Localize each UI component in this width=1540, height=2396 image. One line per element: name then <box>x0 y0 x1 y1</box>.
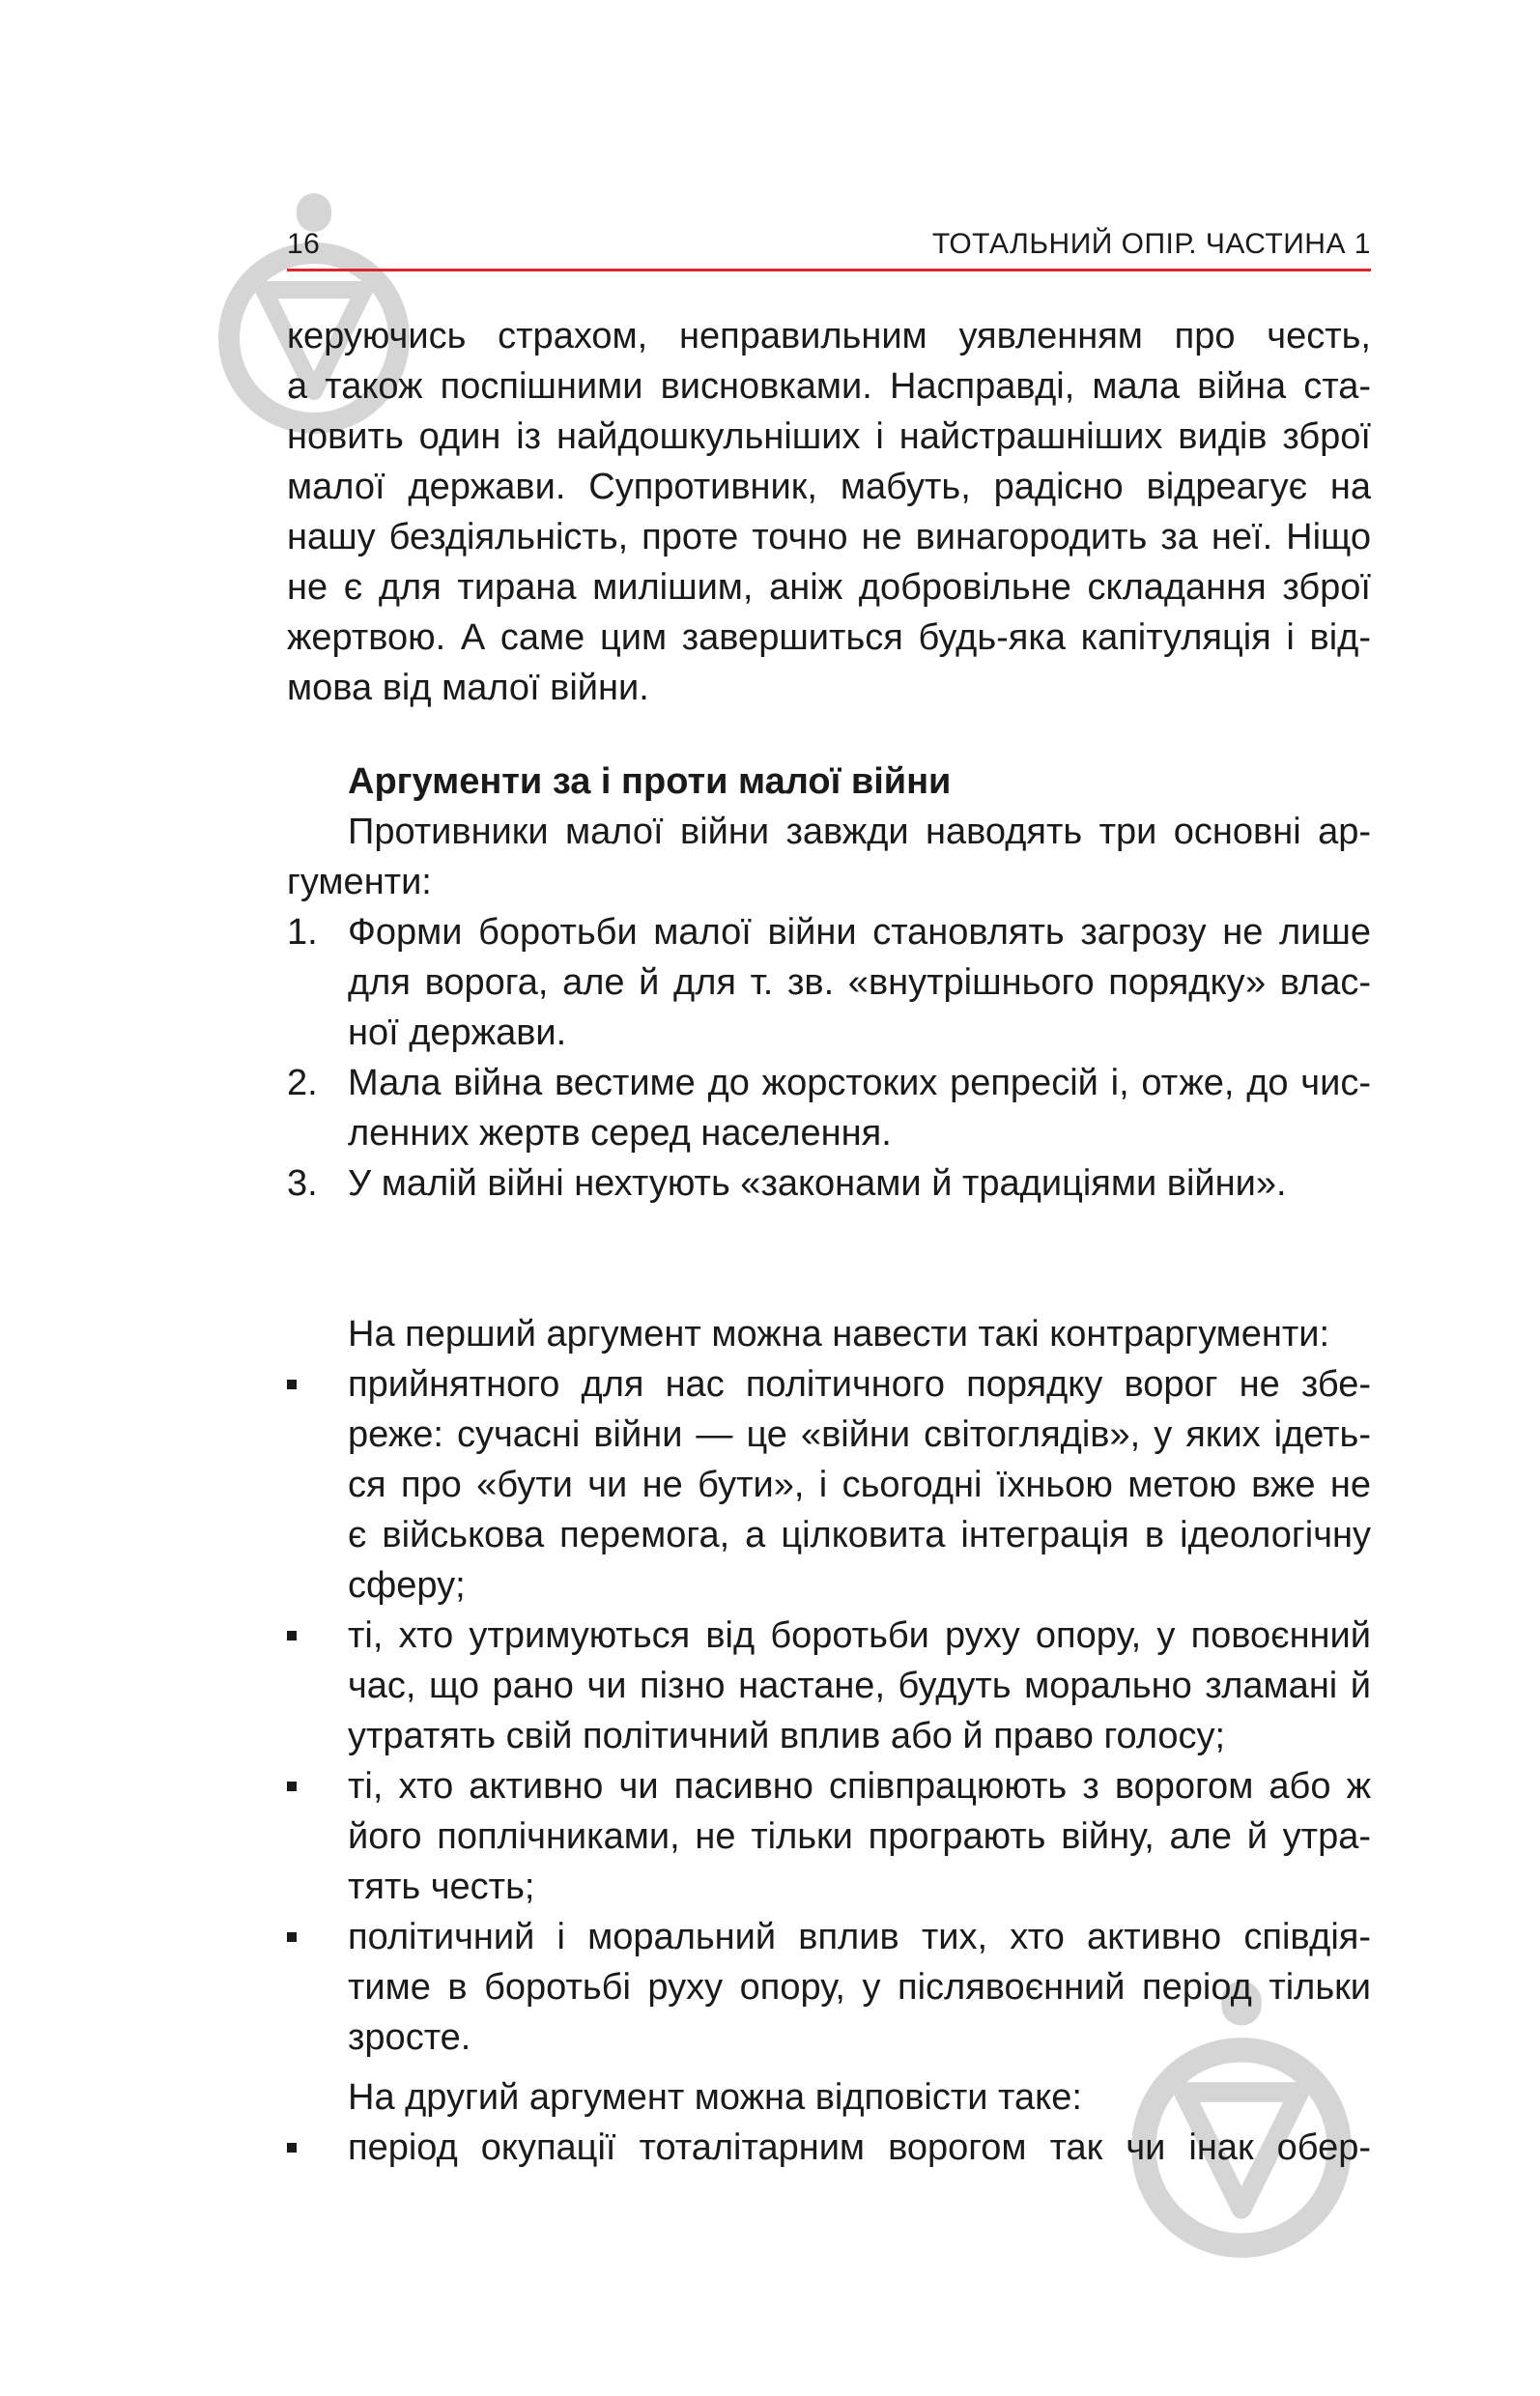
bullet-list-item <box>287 1359 1371 1611</box>
square-bullet-icon <box>287 1782 297 1791</box>
text-line: зросте. <box>348 2017 471 2058</box>
numbered-list-item <box>287 1158 1371 1209</box>
square-bullet-icon <box>287 1631 297 1640</box>
text-line: ся про «бути чи не бути», і сьогодні їхньою метою вже не <box>348 1465 1371 1505</box>
text-line: У малій війні нехтують «законами й традиціями війни». <box>348 1163 1287 1204</box>
text-line: не є для тирана милішим, аніж добровільне складання зброї <box>287 567 1371 608</box>
square-bullet-icon <box>287 1932 297 1942</box>
header-rule <box>287 269 1371 271</box>
text-line: ті, хто активно чи пасивно співпрацюють з ворогом або ж <box>348 1766 1371 1807</box>
text-line: для ворога, але й для т. зв. «внутрішнього порядку» влас- <box>348 962 1371 1003</box>
text-line: жертвою. А саме цим завершиться будь-яка капітуляція і від- <box>287 617 1371 658</box>
square-bullet-icon <box>287 1380 297 1389</box>
numbered-list-item <box>287 907 1371 1058</box>
arg2-intro: На другий аргумент можна відповісти таке: <box>348 2077 1082 2118</box>
text-line: мова від малої війни. <box>287 668 649 708</box>
text-line: період окупації тоталітарним ворогом так чи інак обер- <box>348 2127 1371 2168</box>
section-heading: Аргументи за і проти малої війни <box>348 761 952 802</box>
running-header <box>287 228 1371 267</box>
page-number: 16 <box>287 228 321 260</box>
text-line: ленних жертв серед населення. <box>348 1113 892 1154</box>
text-line: прийнятного для нас політичного порядку ворог не збе- <box>348 1364 1371 1405</box>
square-bullet-icon <box>287 2143 297 2153</box>
list-number: 2. <box>287 1063 318 1103</box>
text-line: його поплічниками, не тільки програють війну, але й утра- <box>348 1816 1371 1857</box>
text-line: Мала війна вестиме до жорстоких репресій і, отже, до чис- <box>348 1063 1371 1103</box>
numbered-list <box>287 907 1371 1209</box>
text-line: ті, хто утримуються від боротьби руху опору, у повоєнний <box>348 1615 1371 1656</box>
intro-paragraph <box>287 807 1371 907</box>
text-line: гументи: <box>287 862 432 902</box>
text-line: нашу бездіяльність, проте точно не винагородить за неї. Ніщо <box>287 517 1371 557</box>
text-line: політичний і моральний вплив тих, хто активно співдія- <box>348 1917 1371 1957</box>
numbered-list-item <box>287 1058 1371 1158</box>
text-line: реже: сучасні війни — це «війни світоглядів», у яких ідеть- <box>348 1414 1371 1455</box>
paragraph-continuation <box>287 311 1371 713</box>
text-line: утратять свій політичний вплив або й право голосу; <box>348 1716 1226 1756</box>
text-line: тять честь; <box>348 1867 535 1907</box>
text-line: ної держави. <box>348 1013 567 1053</box>
bullet-list-item <box>287 1611 1371 1761</box>
text-line: тиме в боротьбі руху опору, у післявоєнний період тільки <box>348 1967 1371 2008</box>
bullet-list-arg1 <box>287 1359 1371 2063</box>
bullet-list-arg2 <box>287 2123 1371 2173</box>
text-line: а також поспішними висновками. Насправді, мала війна ста- <box>287 366 1371 407</box>
bullet-list-item <box>287 1912 1371 2063</box>
text-line: малої держави. Супротивник, мабуть, радісно відреагує на <box>287 467 1371 507</box>
text-line: новить один із найдошкульніших і найстрашніших видів зброї <box>287 416 1371 457</box>
arg1-intro: На перший аргумент можна навести такі контраргументи: <box>348 1314 1330 1355</box>
text-line: керуючись страхом, неправильним уявленням про честь, <box>287 316 1371 357</box>
text-line: час, що рано чи пізно настане, будуть морально зламані й <box>348 1666 1371 1706</box>
list-number: 3. <box>287 1163 318 1204</box>
text-line: сферу; <box>348 1565 466 1606</box>
bullet-list-item <box>287 2123 1371 2173</box>
text-line: Противники малої війни завжди наводять три основні ар- <box>348 812 1371 852</box>
list-number: 1. <box>287 912 318 953</box>
text-line: Форми боротьби малої війни становлять загрозу не лише <box>348 912 1371 953</box>
book-title-header: ТОТАЛЬНИЙ ОПІР. ЧАСТИНА 1 <box>931 228 1371 260</box>
text-line: є військова перемога, а цілковита інтеграція в ідеологічну <box>348 1515 1371 1555</box>
bullet-list-item <box>287 1761 1371 1912</box>
